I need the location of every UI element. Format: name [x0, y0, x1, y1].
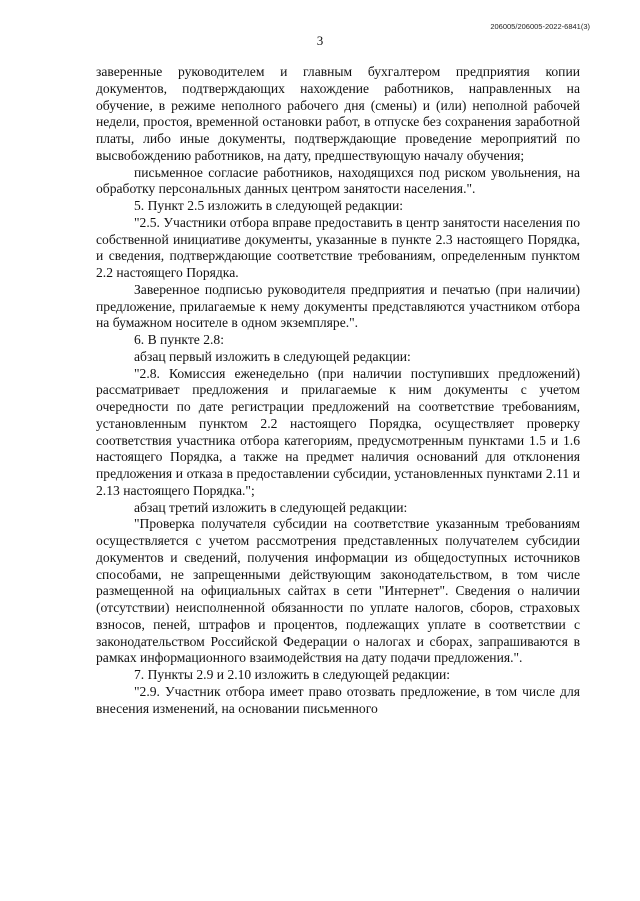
page-number: 3	[316, 33, 324, 48]
paragraph-certified-proposal: Заверенное подписью руководителя предприятия и печатью (при наличии) предложение, прилагаемые к нему документы представляются участником отбора на бумажном носителе в одном экземпляре.".	[96, 281, 580, 331]
paragraph-clause-2-5: "2.5. Участники отбора вправе предоставить в центр занятости населения по собственной инициативе документы, указанные в пункте 2.3 настоящего Порядка, и сведения, подтверждающие соответствие требованиям, определенным пунктом 2.2 настоящего Порядка.	[96, 214, 580, 280]
paragraph-item-6: 6. В пункте 2.8:	[134, 332, 224, 347]
paragraph-recipient-check: "Проверка получателя субсидии на соответствие указанным требованиям осуществляется с учетом рассмотрения представленных получателем субсидии документов и сведений, получения информации из общедоступных источников способами, не запрещенными действующим законодательством, в том числе размещенной на официальных сайтах в сети "Интернет". Сведения о наличии (отсутствии) неисполненной обязанности по уплате налогов, сборов, страховых взносов, пеней, штрафов и процентов, подлежащих уплате в соответствии с законодательством Российской Федерации о налогах и сборах, запрашиваются в рамках информационного взаимодействия на дату подачи предложения.".	[96, 516, 580, 666]
paragraph-item-7: 7. Пункты 2.9 и 2.10 изложить в следующей редакции:	[134, 667, 451, 682]
paragraph-clause-2-9: "2.9. Участник отбора имеет право отозвать предложение, в том числе для внесения изменений, на основании письменного	[96, 683, 580, 716]
paragraph-item-5: 5. Пункт 2.5 изложить в следующей редакции:	[134, 198, 404, 213]
document-body	[96, 64, 580, 717]
paragraph-employee-documents: заверенные руководителем и главным бухгалтером предприятия копии документов, подтверждающих нахождение работников, направленных на обучение, в режиме неполного рабочего дня (смены) и (или) неполной рабочей недели, простоя, временной остановки работ, в отпуске без сохранения заработной платы, либо иные документы, подтверждающие проведение мероприятий по высвобождению работников, на дату, предшествующую началу обучения;	[96, 64, 580, 163]
paragraph-first-abzac: абзац первый изложить в следующей редакции:	[134, 348, 411, 364]
paragraph-written-consent: письменное согласие работников, находящихся под риском увольнения, на обработку персональных данных центром занятости населения.".	[96, 164, 580, 197]
paragraph-third-abzac: абзац третий изложить в следующей редакции:	[134, 499, 408, 515]
paragraph-clause-2-8: "2.8. Комиссия еженедельно (при наличии поступивших предложений) рассматривает предложения и прилагаемые к ним документы с учетом очередности по дате регистрации предложений на соответствие требованиям, установленным пунктом 2.2 настоящего Порядка, осуществляет проверку соответствия участника отбора категориям, предусмотренным пунктами 1.5 и 1.6 настоящего Порядка, а также на предмет наличия оснований для отклонения предложения и отказа в предоставлении субсидии, установленных пунктами 2.11 и 2.13 настоящего Порядка.";	[96, 365, 580, 498]
document-id: 206005/206005-2022-6841(3)	[490, 22, 590, 31]
